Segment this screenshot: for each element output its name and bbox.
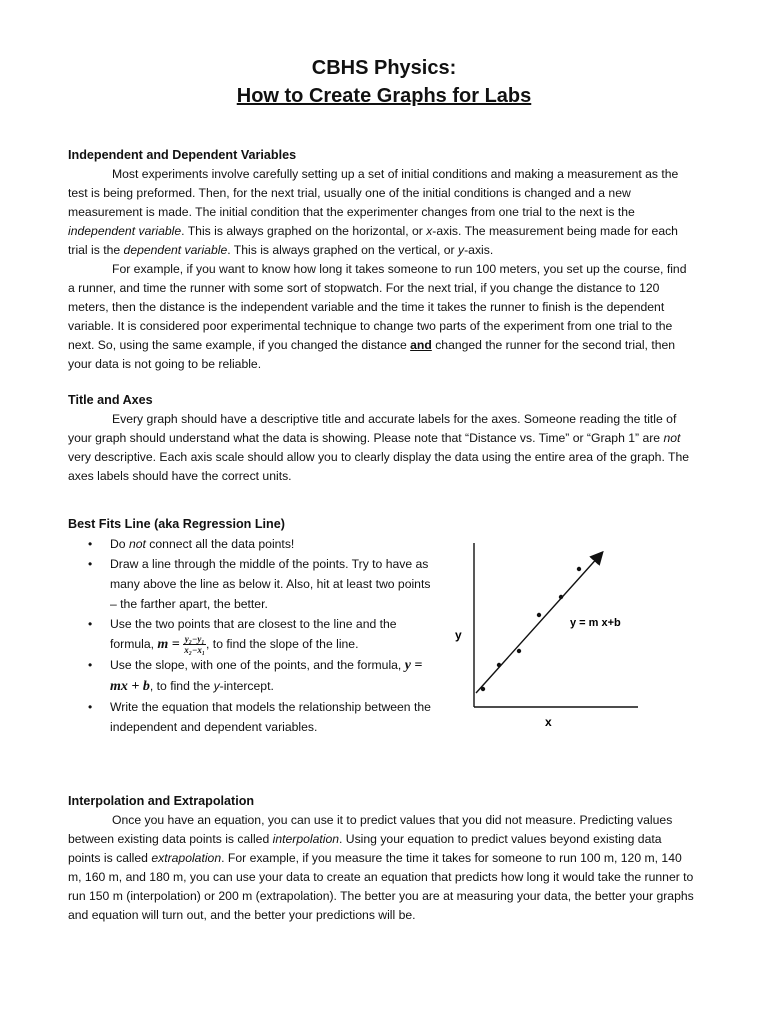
section-interpolation bbox=[68, 792, 696, 925]
data-point bbox=[481, 687, 485, 691]
bullet-icon: • bbox=[88, 700, 93, 715]
best-fit-graph-illustration bbox=[446, 535, 646, 735]
document-title: CBHS Physics: bbox=[311, 57, 457, 79]
line-formula: y = mx + b bbox=[110, 658, 423, 695]
section-heading: Title and Axes bbox=[68, 393, 153, 407]
bullet-icon: • bbox=[88, 658, 93, 673]
text-span: , to find the slope of the line. bbox=[206, 637, 359, 651]
text-span: independent variable bbox=[68, 224, 182, 238]
text-span: Draw a line through the middle of the points. Try to have as many above the line as below it. Also, hit at least two points – the farther apart, the better. bbox=[110, 557, 431, 611]
section-heading: Interpolation and Extrapolation bbox=[68, 794, 255, 808]
list-item bbox=[68, 655, 438, 697]
text-span: not bbox=[128, 537, 146, 551]
text-span: extrapolation bbox=[151, 851, 222, 865]
bullet-icon: • bbox=[88, 557, 93, 571]
text-span: -axis. The measurement being made for each trial is the bbox=[68, 224, 678, 257]
equation-label: y = m x+b bbox=[570, 617, 621, 629]
text-span: . This is always graphed on the horizontal, or bbox=[181, 224, 427, 238]
document-subtitle: How to Create Graphs for Labs bbox=[236, 85, 532, 107]
list-item bbox=[68, 534, 438, 554]
text-span: Use the two points that are closest to the line and the formula, bbox=[110, 617, 397, 651]
fraction-numerator: y₂−y₁ bbox=[184, 634, 205, 645]
text-span: Every graph should have a descriptive title and accurate labels for the axes. Someone reading the title of your graph should understand what the data is showing. Please note that “Distance vs. Time” or “Graph 1” are bbox=[68, 412, 677, 445]
paragraph bbox=[68, 260, 696, 374]
list-item bbox=[68, 697, 438, 737]
data-point bbox=[537, 613, 541, 617]
fraction-denominator: x₂−x₁ bbox=[184, 645, 206, 656]
text-span: dependent variable bbox=[123, 243, 228, 257]
section-variables bbox=[68, 146, 696, 374]
bullet-list bbox=[68, 534, 438, 737]
data-point bbox=[559, 595, 563, 599]
text-span: , to find the bbox=[149, 679, 214, 694]
text-span: . This is always graphed on the vertical, or bbox=[227, 243, 459, 257]
paragraph bbox=[68, 811, 696, 925]
bullet-icon: • bbox=[88, 617, 93, 631]
text-span: For example, if you want to know how long it takes someone to run 100 meters, you set up the course, find a runner, and time the runner with some sort of stopwatch. For the next trial, if you change the distance to 120 meters, then the distance is the independent variable and the time it takes the runner to finish is the dependent variable. It is considered poor experimental technique to change two parts of the experiment from one trial to the next. So, using the same example, if you changed the distance bbox=[68, 262, 687, 352]
paragraph bbox=[68, 410, 696, 486]
y-axis-label: y bbox=[455, 628, 462, 642]
data-point bbox=[497, 663, 501, 667]
list-item bbox=[68, 614, 438, 655]
text-span: . For example, if you measure the time it takes for someone to run 100 m, 120 m, 140 m, 160 m, and 180 m, you can use your data to create an equation that predicts how long it would take the runner to run 150 m (interpolation) or 200 m (extrapolation). The better you are at measuring your data, the better your graphs and equation will turn out, and the better your predictions will be. bbox=[68, 851, 694, 922]
paragraph bbox=[68, 165, 696, 260]
bullet-icon: • bbox=[88, 537, 93, 551]
text-span: Do bbox=[110, 537, 129, 551]
text-span: Most experiments involve carefully setting up a set of initial conditions and making a measurement as the test is being preformed. Then, for the next trial, usually one of the initial conditions is changed and a new measurement is made. The initial condition that the experimenter changes from one trial to the next is the bbox=[68, 167, 679, 219]
section-heading: Best Fits Line (aka Regression Line) bbox=[68, 517, 285, 531]
text-span: Once you have an equation, you can use it to predict values that you did not measure. Predicting values between existing data points is called bbox=[68, 813, 673, 846]
text-span: and bbox=[410, 338, 432, 352]
slope-fraction bbox=[183, 634, 206, 655]
text-span: connect all the data points! bbox=[145, 537, 295, 551]
text-span: y bbox=[458, 243, 465, 257]
section-heading: Independent and Dependent Variables bbox=[68, 148, 297, 162]
section-title-axes bbox=[68, 391, 696, 486]
slope-formula-label: m = bbox=[157, 637, 184, 652]
text-span: Use the slope, with one of the points, and the formula, bbox=[110, 658, 405, 673]
text-span: x bbox=[426, 224, 433, 238]
text-span: changed the runner for the second trial, then your data is not going to be reliable. bbox=[68, 338, 676, 371]
text-span: . Using your equation to predict values beyond existing data points is called bbox=[68, 832, 662, 865]
text-span: Write the equation that models the relationship between the independent and dependent variables. bbox=[110, 700, 431, 735]
data-point bbox=[577, 567, 581, 571]
list-item bbox=[68, 554, 438, 614]
x-axis-label: x bbox=[545, 715, 552, 729]
text-span: not bbox=[663, 431, 681, 445]
text-span: very descriptive. Each axis scale should allow you to clearly display the data using the entire area of the graph. The axes labels should have the correct units. bbox=[68, 450, 690, 483]
data-point bbox=[517, 649, 521, 653]
section-best-fit bbox=[68, 515, 438, 737]
text-span: -axis. bbox=[464, 243, 494, 257]
text-span: interpolation bbox=[272, 832, 340, 846]
text-span: y bbox=[213, 679, 220, 694]
text-span: -intercept. bbox=[219, 679, 274, 694]
